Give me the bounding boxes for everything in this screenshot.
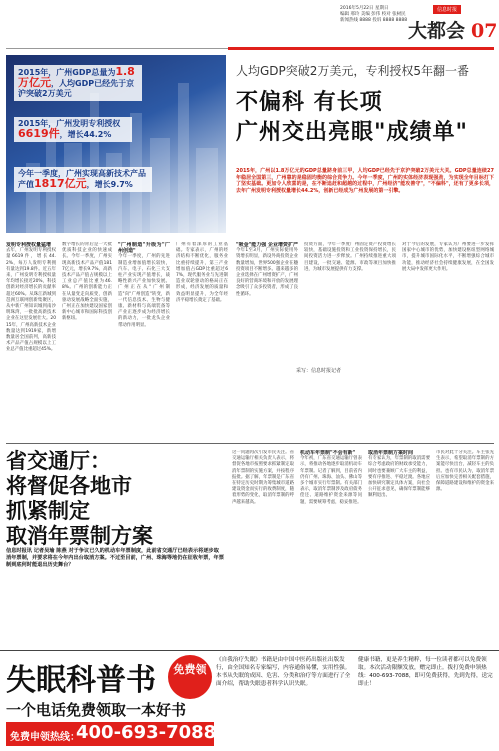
article-column-1 (6, 242, 56, 438)
ad-text-2: 健康书籍，更是养生精粹，每一位读者都可以免费领取。本次活动限额发放，赠完即止。拨打免费申领热线：400-693-7088，即可免费获得，先到先得，送完即止！ (358, 657, 493, 687)
section-name: 大都会 (408, 20, 466, 42)
date-line: 2016年5月22日 星期日 (340, 6, 389, 11)
ad-body (216, 656, 494, 688)
ad-slogan: 一个电话免费领取一本好书 (6, 701, 187, 719)
subhead-timeline: 取消年票制方案时间 (368, 450, 414, 456)
story2-headline: 省交通厅： 将督促各地市 抓紧制定 取消年票制方案 (6, 448, 153, 548)
story2-lead: 信息时报讯 记者吴瑜 陈燕 对于争议已久的机动车年票制度，此前省交通厅已经表示将逐步取消年票制，并要求将在今年内出台取消方案。不过至目前，广州、珠海等地仍在征收年票，年票制到底何时能退出历史舞台？ (6, 548, 224, 568)
photo-stat-hightech: 今年一季度，广州实现高新技术产品产值1817亿元，增长9.7% (14, 167, 152, 192)
subhead-patent: 发明专利授权量猛增 (6, 242, 52, 248)
header-meta (340, 6, 407, 24)
section-title (408, 16, 497, 43)
article-column-5 (236, 242, 298, 362)
ad-free-badge: 免费领 (168, 655, 212, 699)
ad-text-1: 《自我治疗失眠》书籍是由中国中医药出版社出版发行，由全国知名专家编写，内容通俗易懂，实用性强。本书从失眠的成因、危害、分类和治疗等方面进行了全面介绍，帮助失眠患者科学认识失眠。 (216, 657, 351, 687)
hotline-line: 新闻热线 8888 投诉 8888 8888 (340, 18, 408, 23)
subhead-investment: "吸金"能力强 企业增资扩产 (236, 242, 298, 248)
article-column-7 (402, 242, 494, 362)
editor-line: 编辑 邢玲 美编 彭伟 校对 张树民 (340, 12, 406, 17)
subhead-made-in-gz: "广州制造"升级为"广州创造" (118, 242, 170, 255)
article-headline-line1: 不偏科 有长项 (236, 89, 383, 115)
article-kicker: 人均GDP突破2万美元，专利授权5年翻一番 (236, 64, 470, 78)
header-rule (228, 47, 494, 50)
article-lead: 2015年，广州以1.8万亿元的GDP总量跻身前三甲，人均GDP已经先于京沪突破2万美元大关。GDP总量连续27年稳居全国第三，广州靠的是稳固均衡的综合竞争力。今年一季度，广州的实体经济表现强劲，为实现全年目标打下了坚实基础。更加令人欣喜的是，在不断追赶和超越的过程中，广州经济"能攻善守"，"不偏科"，还有了更多长项，去年广州发明专利授权量增长44.2%，创新已经成为广州发展的第一引擎。 (236, 168, 494, 194)
article-byline: 采写：信息时报记者 (296, 368, 342, 374)
article-text-5: 今年1至3月，广州实际使用外资增长明显，新设外商投资企业数量增加，世界500强企业在穗投资项目不断增多。越来越多的企业选择在广州增资扩产，广州良好的营商环境和开放的发展理念吸引了众多投资者，形成了良性循环。 (236, 248, 298, 297)
article-text-4: 广州有着深厚的工业基础。专家表示，广州的经济结构不断优化，服务业比重持续提升，第三产业增加值占GDP比重超过67%，现代服务业与先进制造业双轮驱动的格局正在形成，经济发展的质量和效益明显提升，为全年经济平稳增长奠定了基础。 (176, 242, 228, 303)
article-column-2 (62, 242, 112, 438)
city-skyline-photo (6, 55, 226, 233)
article-text-7: 对于今后的发展，专家认为广州要进一步发挥国家中心城市的优势，加快建设枢纽型网络城市，提升城市国际化水平，不断增强综合城市功能，推动经济社会持续健康发展，在全国发展大局中发挥更大作用。 (402, 242, 494, 272)
header-rule-grey (6, 48, 228, 49)
subhead-no-new: 机动车年票制"不会有新" (300, 450, 356, 456)
article-column-3 (118, 242, 170, 438)
section-tag: 信息时报 (433, 5, 461, 14)
photo-stat-patent: 2015年，广州发明专利授权6619件，增长44.2% (14, 117, 132, 142)
story2-column-1: 这一问题再次引发市民关注。省交通运输厅相关负责人表示，将督促各地市按照要求抓紧制定取消年票制的实施方案，并按程序报批。据了解，年票制是广东省在特定历史时期为筹集城市道路建设资金而实行的收费制度，随着形势的变化，取消年票制的呼声越来越高。 (232, 450, 294, 505)
ad-phone-number[interactable]: 400-693-7088 (76, 722, 217, 743)
article-text-1: 去年，广州发明专利授权量6619件，增长44.2%，每万人发明专利拥有量达到19.8件。近五年来，广州发明专利授权量年均增长接近20%，科技创新对经济增长的贡献率超过60%。从珠江新城到琶洲互联网创新集聚区，从中新广州知识城到南沙明珠湾，一批批高新技术企业在这里发展壮大。2015年，广州高新技术企业数量达到1919家，新增数量居全国前列，高新技术产品产值占规模以上工业总产值比重超过45%。 (6, 248, 56, 353)
article-text-6: 投资方面，今年一季度广州固定资产投资增长较快，基础设施投资和工业投资保持增长，民间投资活力进一步释放。广州持续推进重大项目建设，一批交通、能源、市政等项目加快推进，为城市发展提供有力支撑。 (304, 242, 396, 272)
section-divider (6, 443, 494, 444)
story2-column-3: 取消年票制方案时间 有专家认为，年票制的取消需要综合考虑政府的财政承受能力，同时也要兼顾广大车主的利益，要有序推进、平稳过渡。各地应加快研究制定具体方案，向社会公开征求意见，确保年票制能够顺利退出。 (368, 450, 430, 499)
story2-column-2: 机动车年票制"不会有新" 今年初，广东省交通运输厅曾表示，将推动各地逐步取消机动车年票制。记者了解到，目前省内仍有广州、珠海、汕头、佛山等多个城市实行年票制。有关部门表示，取消年票制涉及政府债务偿还、道路维护资金来源等问题，需要统筹考虑，稳妥推进。 (300, 450, 362, 505)
ad-phone-label: 免费申领热线： (10, 732, 80, 743)
article-text-3: 今年一季度，广州的先进制造业增加值增长较快，汽车、电子、石化三大支柱产业实现产值增长，战略性新兴产业加快发展。广州正在从"广州制造"向"广州创造"转变，新一代信息技术、生物与健康、新材料与高端装备等产业正逐步成为经济增长的新动力，一批龙头企业带动作用明显。 (118, 254, 170, 328)
story2-column-4: 市民对此十分关注。车主张先生表示，希望取消年票制的方案能尽快出台，减轻车主的负担。也有市民认为，取消年票后应加快完善相关配套措施，保障道路建设和维护的资金来源。 (436, 450, 494, 493)
photo-stat-gdp: 2015年，广州GDP总量为1.8万亿元，人均GDP已经先于京沪突破2万美元 (14, 65, 142, 101)
article-headline-line2: 广州交出亮眼"成绩单" (236, 119, 468, 145)
ad-title: 失眠科普书 (6, 663, 156, 698)
article-column-4 (176, 242, 228, 438)
article-text-2: 数字增长的背后是一大批优质科技企业的快速成长。今年一季度，广州实现高新技术产品产值1817亿元，增长9.7%，高新技术产品产值占规模以上工业总产值比重为46.8%。广州的创新能力正在从量变走向质变，创新驱动发展战略全面实施，广州正在加快建设国家创新中心城市和国际科技创新枢纽。 (62, 242, 112, 322)
page-number: 07 (471, 20, 498, 42)
article-column-6 (304, 242, 396, 362)
